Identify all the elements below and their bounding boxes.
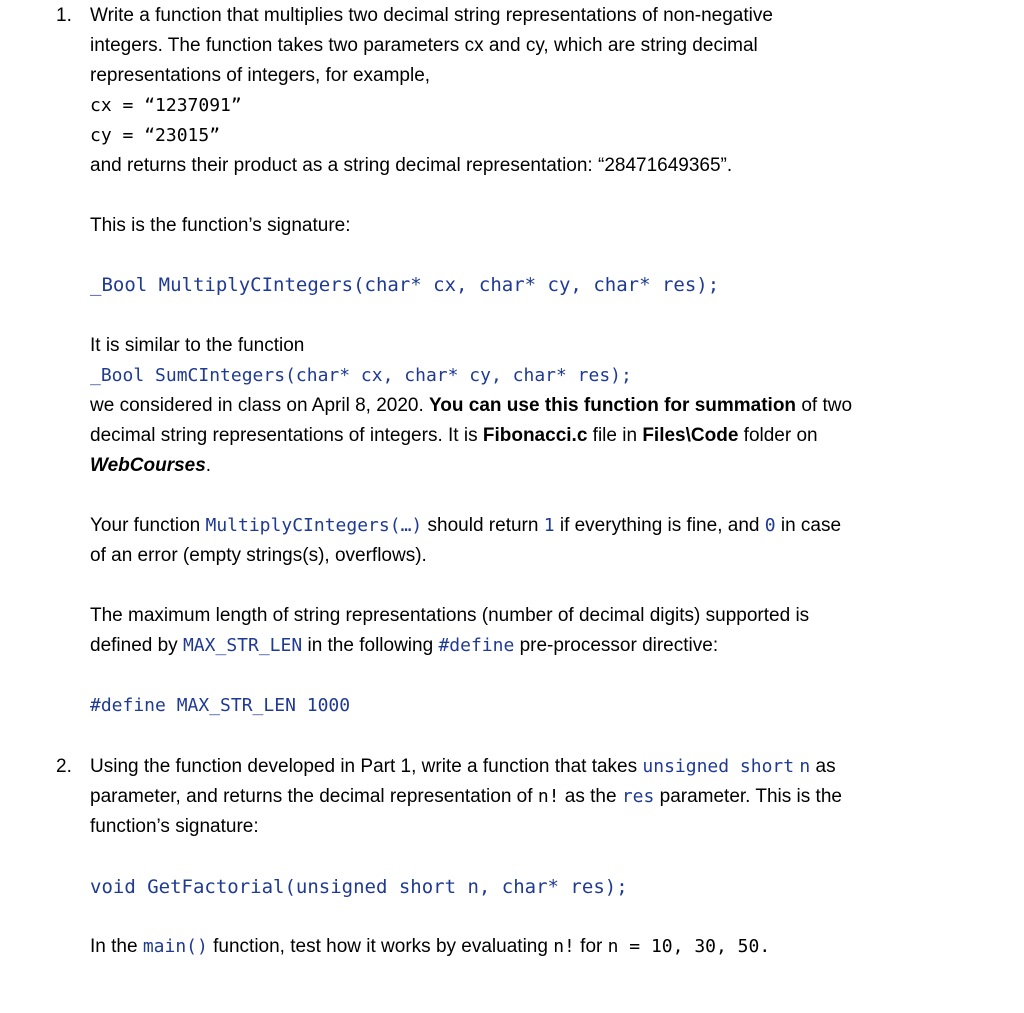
fibonacci-file: Fibonacci.c bbox=[482, 425, 588, 446]
item2-line2 bbox=[90, 782, 842, 812]
item2-line2-a: parameter, and returns the decimal representation of bbox=[90, 786, 538, 807]
n-param-ref: n bbox=[799, 756, 811, 777]
return-zero: 0 bbox=[764, 515, 776, 536]
item2-line2-c: parameter. This is the bbox=[654, 786, 842, 807]
list-number-1: 1. bbox=[56, 5, 72, 26]
main-text-b: function, test how it works by evaluating bbox=[207, 936, 554, 957]
item2-line1 bbox=[90, 752, 836, 782]
webcourses: WebCourses bbox=[90, 455, 206, 476]
webcourses-period: . bbox=[205, 455, 212, 476]
return-text-a: Your function bbox=[90, 515, 206, 536]
class-text: we considered in class on April 8, 2020. bbox=[90, 395, 430, 416]
error-text: of an error (empty strings(s), overflows). bbox=[90, 545, 427, 566]
multiply-fn-ref: MultiplyCIntegers(…) bbox=[205, 515, 423, 536]
item2-line3: function’s signature: bbox=[90, 816, 259, 837]
define-directive-code: #define MAX_STR_LEN 1000 bbox=[90, 695, 351, 716]
class-bold-text: You can use this function for summation bbox=[429, 395, 797, 416]
main-text-c: for bbox=[574, 936, 608, 957]
cy-equals: = bbox=[111, 125, 145, 146]
return-text-b: should return bbox=[422, 515, 544, 536]
define-ref: #define bbox=[438, 635, 515, 656]
returns-text: and returns their product as a string decimal representation: “28471649365”. bbox=[90, 155, 733, 176]
n-factorial-ref: n! bbox=[537, 786, 560, 807]
files-code-folder: Files\Code bbox=[642, 425, 739, 446]
max-str-len-ref: MAX_STR_LEN bbox=[182, 635, 303, 656]
item2-line1-a: Using the function developed in Part 1, write a function that takes bbox=[90, 756, 643, 777]
main-test-line bbox=[90, 932, 770, 962]
return-text-c: if everything is fine, and bbox=[554, 515, 765, 536]
multiply-signature-code: _Bool MultiplyCIntegers(char* cx, char* cy, char* res); bbox=[90, 274, 720, 296]
main-fn-ref: main() bbox=[142, 936, 208, 957]
return-one: 1 bbox=[543, 515, 555, 536]
cy-label: cy bbox=[90, 125, 112, 146]
decimal-text-a: decimal string representations of integers. It is bbox=[90, 425, 483, 446]
cy-value: “23015” bbox=[144, 125, 221, 146]
return-text-line bbox=[90, 511, 841, 541]
max-text-line1: The maximum length of string representations (number of decimal digits) supported is bbox=[90, 605, 810, 626]
item1-intro-line1: Write a function that multiplies two decimal string representations of non-negative bbox=[90, 5, 773, 26]
decimal-text-line bbox=[90, 421, 818, 451]
max-text-a: defined by bbox=[90, 635, 183, 656]
signature-intro: This is the function’s signature: bbox=[90, 215, 351, 236]
max-text-b: in the following bbox=[302, 635, 439, 656]
factorial-signature-code: void GetFactorial(unsigned short n, char* res); bbox=[90, 876, 628, 898]
decimal-text-b: file in bbox=[587, 425, 643, 446]
webcourses-line bbox=[90, 451, 211, 481]
res-ref: res bbox=[621, 786, 655, 807]
item2-line2-b: as the bbox=[559, 786, 622, 807]
class-text-line bbox=[90, 391, 852, 421]
main-text-a: In the bbox=[90, 936, 143, 957]
return-text-d: in case bbox=[775, 515, 842, 536]
cx-label: cx bbox=[90, 95, 112, 116]
test-values: n = 10, 30, 50. bbox=[607, 936, 771, 957]
max-text-c: pre-processor directive: bbox=[514, 635, 719, 656]
class-tail: of two bbox=[796, 395, 853, 416]
similar-text: It is similar to the function bbox=[90, 335, 305, 356]
cx-value: “1237091” bbox=[144, 95, 242, 116]
max-text-line2 bbox=[90, 631, 718, 661]
cx-example bbox=[90, 91, 242, 121]
item1-intro-line2: integers. The function takes two parameters cx and cy, which are string decimal bbox=[90, 35, 758, 56]
list-number-2: 2. bbox=[56, 756, 72, 777]
unsigned-short-ref: unsigned short bbox=[642, 756, 795, 777]
cx-equals: = bbox=[111, 95, 145, 116]
sum-signature-code: _Bool SumCIntegers(char* cx, char* cy, char* res); bbox=[90, 365, 632, 386]
item2-line1-b: as bbox=[810, 756, 836, 777]
item1-intro-line3: representations of integers, for example, bbox=[90, 65, 431, 86]
main-n-factorial: n! bbox=[553, 936, 575, 957]
decimal-text-c: folder on bbox=[738, 425, 818, 446]
cy-example bbox=[90, 121, 220, 151]
